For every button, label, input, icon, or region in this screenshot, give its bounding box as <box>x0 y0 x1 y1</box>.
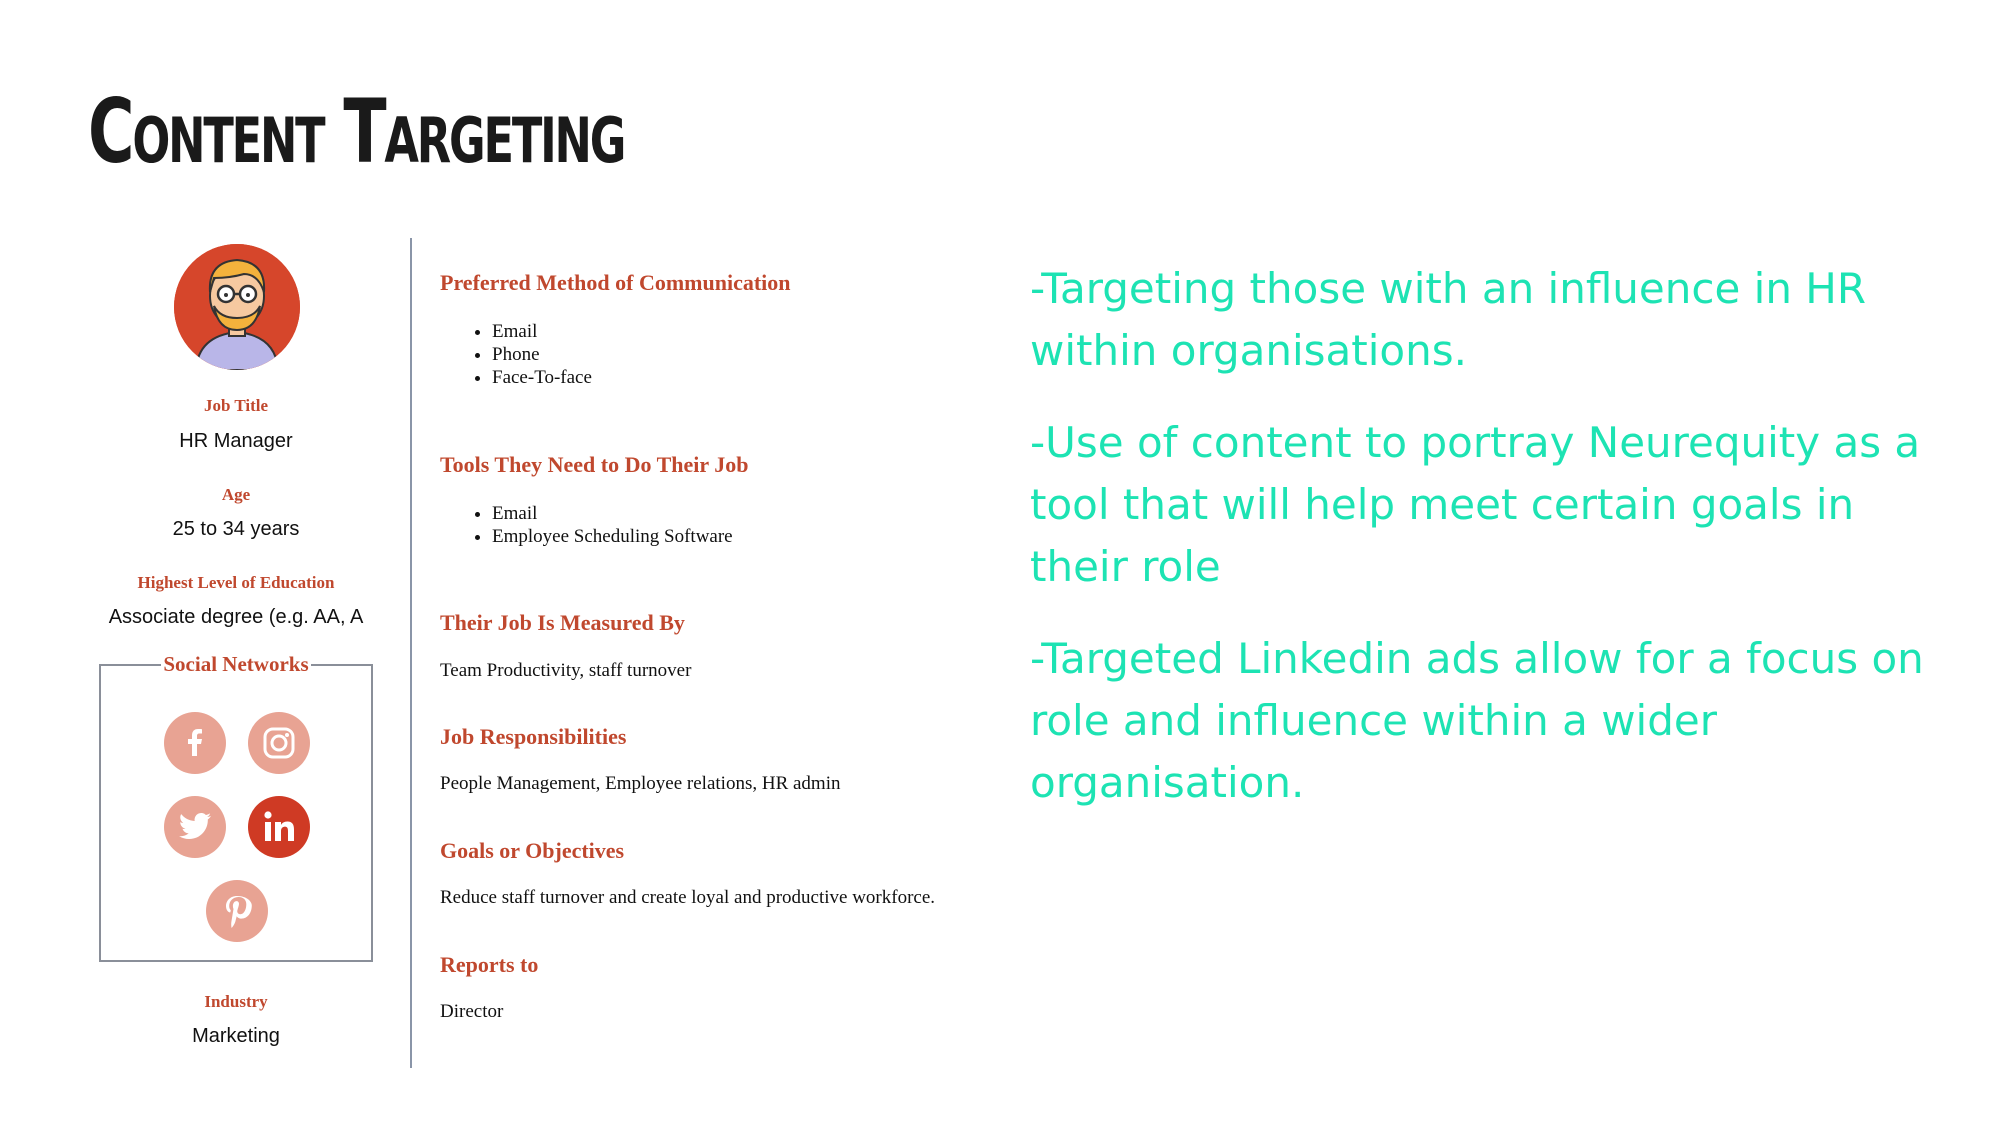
tools-heading: Tools They Need to Do Their Job <box>440 452 749 477</box>
list-item: • Email <box>492 320 592 343</box>
education-value: Associate degree (e.g. AA, A <box>108 606 364 628</box>
instagram-icon[interactable] <box>248 712 310 774</box>
twitter-icon[interactable] <box>164 796 226 858</box>
goals-text: Reduce staff turnover and create loyal and productive workforce. <box>440 887 936 908</box>
job-title-value: HR Manager <box>179 430 293 452</box>
age-value: 25 to 34 years <box>172 518 300 540</box>
linkedin-icon[interactable] <box>248 796 310 858</box>
facebook-icon[interactable] <box>164 712 226 774</box>
reports-heading: Reports to <box>440 952 539 977</box>
industry-label: Industry <box>204 992 268 1011</box>
slide-title: Content Targeting <box>88 80 625 183</box>
targeting-notes <box>1030 258 1930 844</box>
note-paragraph: -Use of content to portray Neurequity as a tool that will help meet certain goals in their role <box>1030 418 1921 591</box>
reports-text: Director <box>440 1001 504 1022</box>
social-networks-label: Social Networks <box>163 652 309 676</box>
communication-list <box>440 320 592 389</box>
job-title-label: Job Title <box>203 396 269 415</box>
avatar <box>174 244 300 370</box>
list-item: • Face-To-face <box>492 366 592 389</box>
responsibilities-text: People Management, Employee relations, HR admin <box>440 773 841 794</box>
list-item: • Phone <box>492 343 592 366</box>
responsibilities-heading: Job Responsibilities <box>440 724 627 749</box>
age-label: Age <box>221 485 251 504</box>
communication-heading: Preferred Method of Communication <box>440 270 791 295</box>
education-label: Highest Level of Education <box>137 573 335 592</box>
pinterest-icon[interactable] <box>206 880 268 942</box>
social-networks-legend <box>96 652 376 677</box>
avatar-illustration <box>174 244 300 370</box>
goals-heading: Goals or Objectives <box>440 838 625 863</box>
measured-text: Team Productivity, staff turnover <box>440 660 692 681</box>
measured-heading: Their Job Is Measured By <box>440 610 685 635</box>
list-item: • Email <box>492 502 733 525</box>
industry-value: Marketing <box>192 1025 280 1047</box>
tools-list <box>440 502 733 548</box>
note-paragraph: -Targeting those with an influence in HR within organisations. <box>1030 264 1867 375</box>
note-paragraph: -Targeted Linkedin ads allow for a focus on role and influence within a wider organisation. <box>1030 634 1924 807</box>
column-divider <box>410 238 412 1068</box>
list-item: • Employee Scheduling Software <box>492 525 733 548</box>
